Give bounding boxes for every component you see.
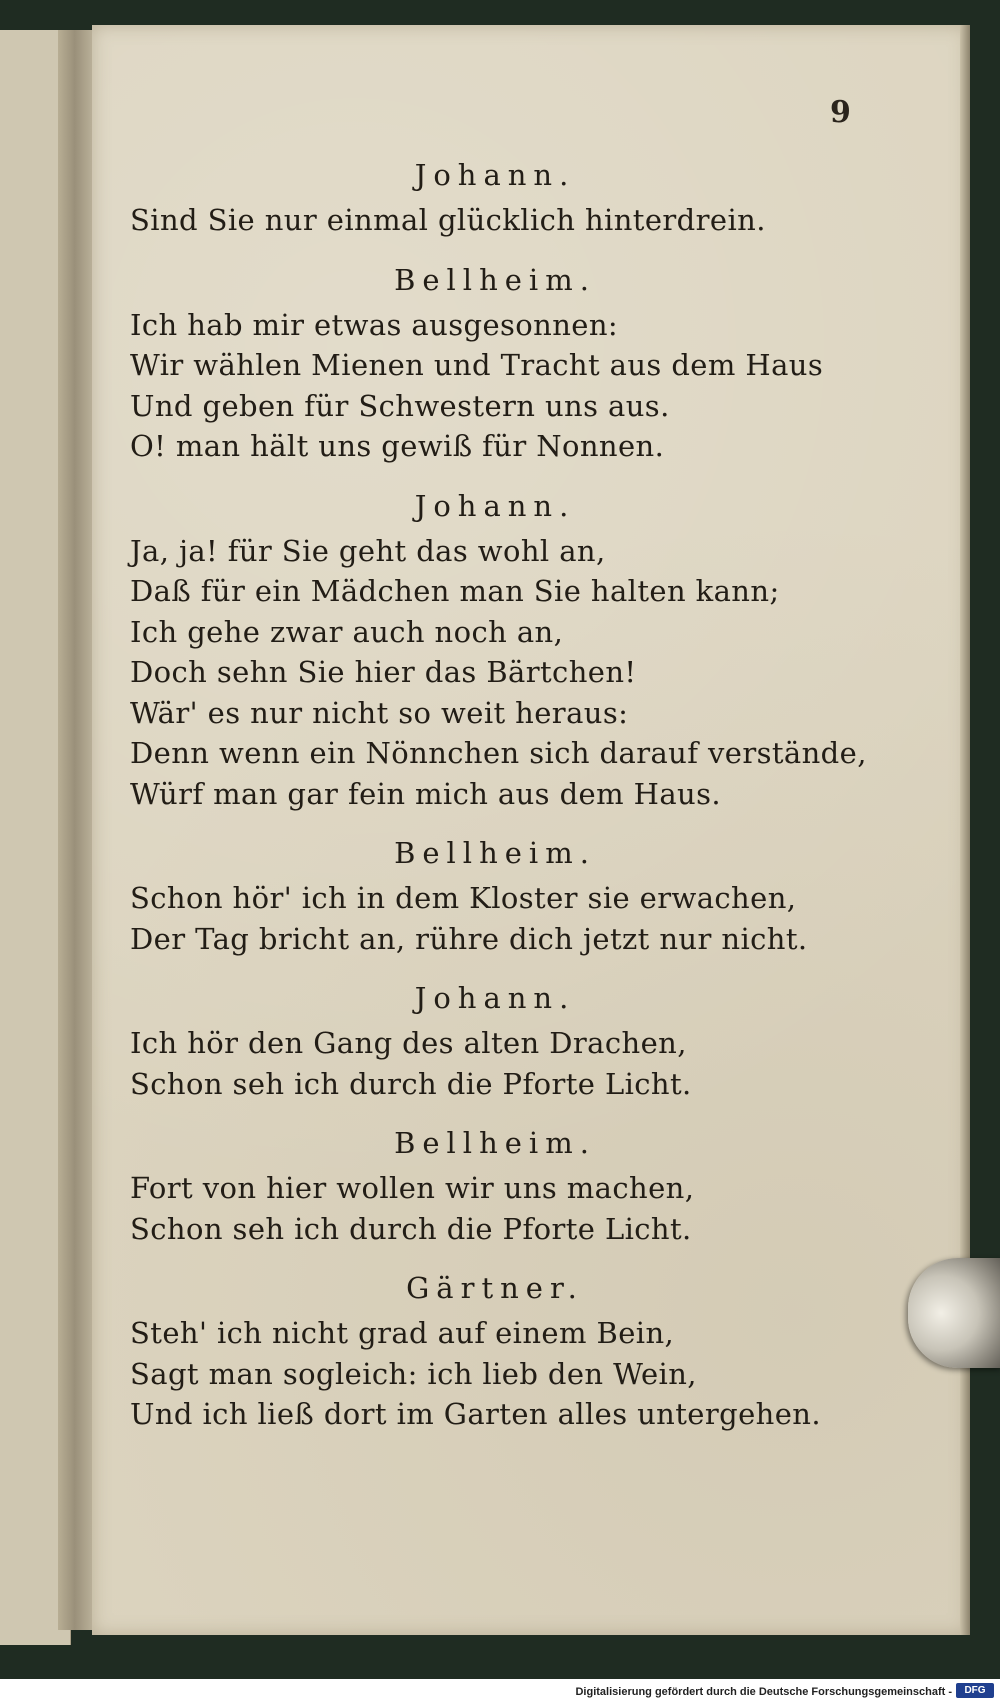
dialogue-block bbox=[130, 255, 870, 467]
speaker-name: Bellheim. bbox=[394, 836, 596, 870]
verse-line: Denn wenn ein Nönnchen sich darauf verstände, bbox=[130, 736, 867, 770]
footer-bar bbox=[0, 1679, 1000, 1701]
verse-line: Schon seh ich durch die Pforte Licht. bbox=[130, 1066, 692, 1101]
verse-line: O! man hält uns gewiß für Nonnen. bbox=[130, 429, 665, 463]
verse-line: Steh' ich nicht grad auf einem Bein, bbox=[130, 1316, 675, 1350]
verse-line: Doch sehn Sie hier das Bärtchen! bbox=[130, 655, 637, 689]
verse-line: Wär' es nur nicht so weit heraus: bbox=[130, 695, 629, 730]
footer-credit: Digitalisierung gefördert durch die Deutsche Forschungsgemeinschaft - bbox=[575, 1686, 952, 1698]
dialogue-block bbox=[130, 828, 870, 959]
dialogue-block bbox=[130, 150, 870, 241]
verse-line: Wir wählen Mienen und Tracht aus dem Haus bbox=[130, 348, 824, 382]
dfg-logo-icon: DFG bbox=[956, 1683, 994, 1698]
verse-line: Fort von hier wollen wir uns machen, bbox=[130, 1171, 695, 1205]
page-number: 9 bbox=[830, 95, 851, 130]
verse-line: Ja, ja! für Sie geht das wohl an, bbox=[130, 533, 606, 568]
page-edge bbox=[960, 25, 970, 1635]
verse-line: Sagt man sogleich: ich lieb den Wein, bbox=[130, 1356, 697, 1391]
dialogue-block bbox=[130, 1263, 870, 1435]
dialogue-block bbox=[130, 973, 870, 1104]
page-clip bbox=[908, 1258, 1000, 1368]
verse-line: Und geben für Schwestern uns aus. bbox=[130, 388, 670, 423]
verse-line: Der Tag bricht an, rühre dich jetzt nur nicht. bbox=[130, 921, 808, 956]
dialogue-block bbox=[130, 481, 870, 815]
speaker-name: Bellheim. bbox=[394, 262, 596, 297]
verse-line: Würf man gar fein mich aus dem Haus. bbox=[130, 776, 721, 811]
verse-line: Schon seh ich durch die Pforte Licht. bbox=[130, 1211, 692, 1246]
verse-line: Sind Sie nur einmal glücklich hinterdrein. bbox=[130, 203, 766, 237]
dialogue-block bbox=[130, 1118, 870, 1249]
verse-line: Ich hör den Gang des alten Drachen, bbox=[130, 1026, 687, 1060]
speaker-name: Bellheim. bbox=[394, 1126, 596, 1160]
speaker-name: Johann. bbox=[414, 158, 576, 192]
speaker-name: Johann. bbox=[414, 488, 576, 523]
page-text bbox=[130, 150, 870, 1449]
verse-line: Ich gehe zwar auch noch an, bbox=[130, 614, 564, 649]
speaker-name: Johann. bbox=[414, 981, 576, 1015]
verse-line: Und ich ließ dort im Garten alles untergehen. bbox=[130, 1397, 821, 1431]
verse-line: Ich hab mir etwas ausgesonnen: bbox=[130, 307, 619, 342]
verse-line: Daß für ein Mädchen man Sie halten kann; bbox=[130, 574, 780, 608]
verse-line: Schon hör' ich in dem Kloster sie erwachen, bbox=[130, 881, 797, 915]
speaker-name: Gärtner. bbox=[406, 1271, 584, 1305]
